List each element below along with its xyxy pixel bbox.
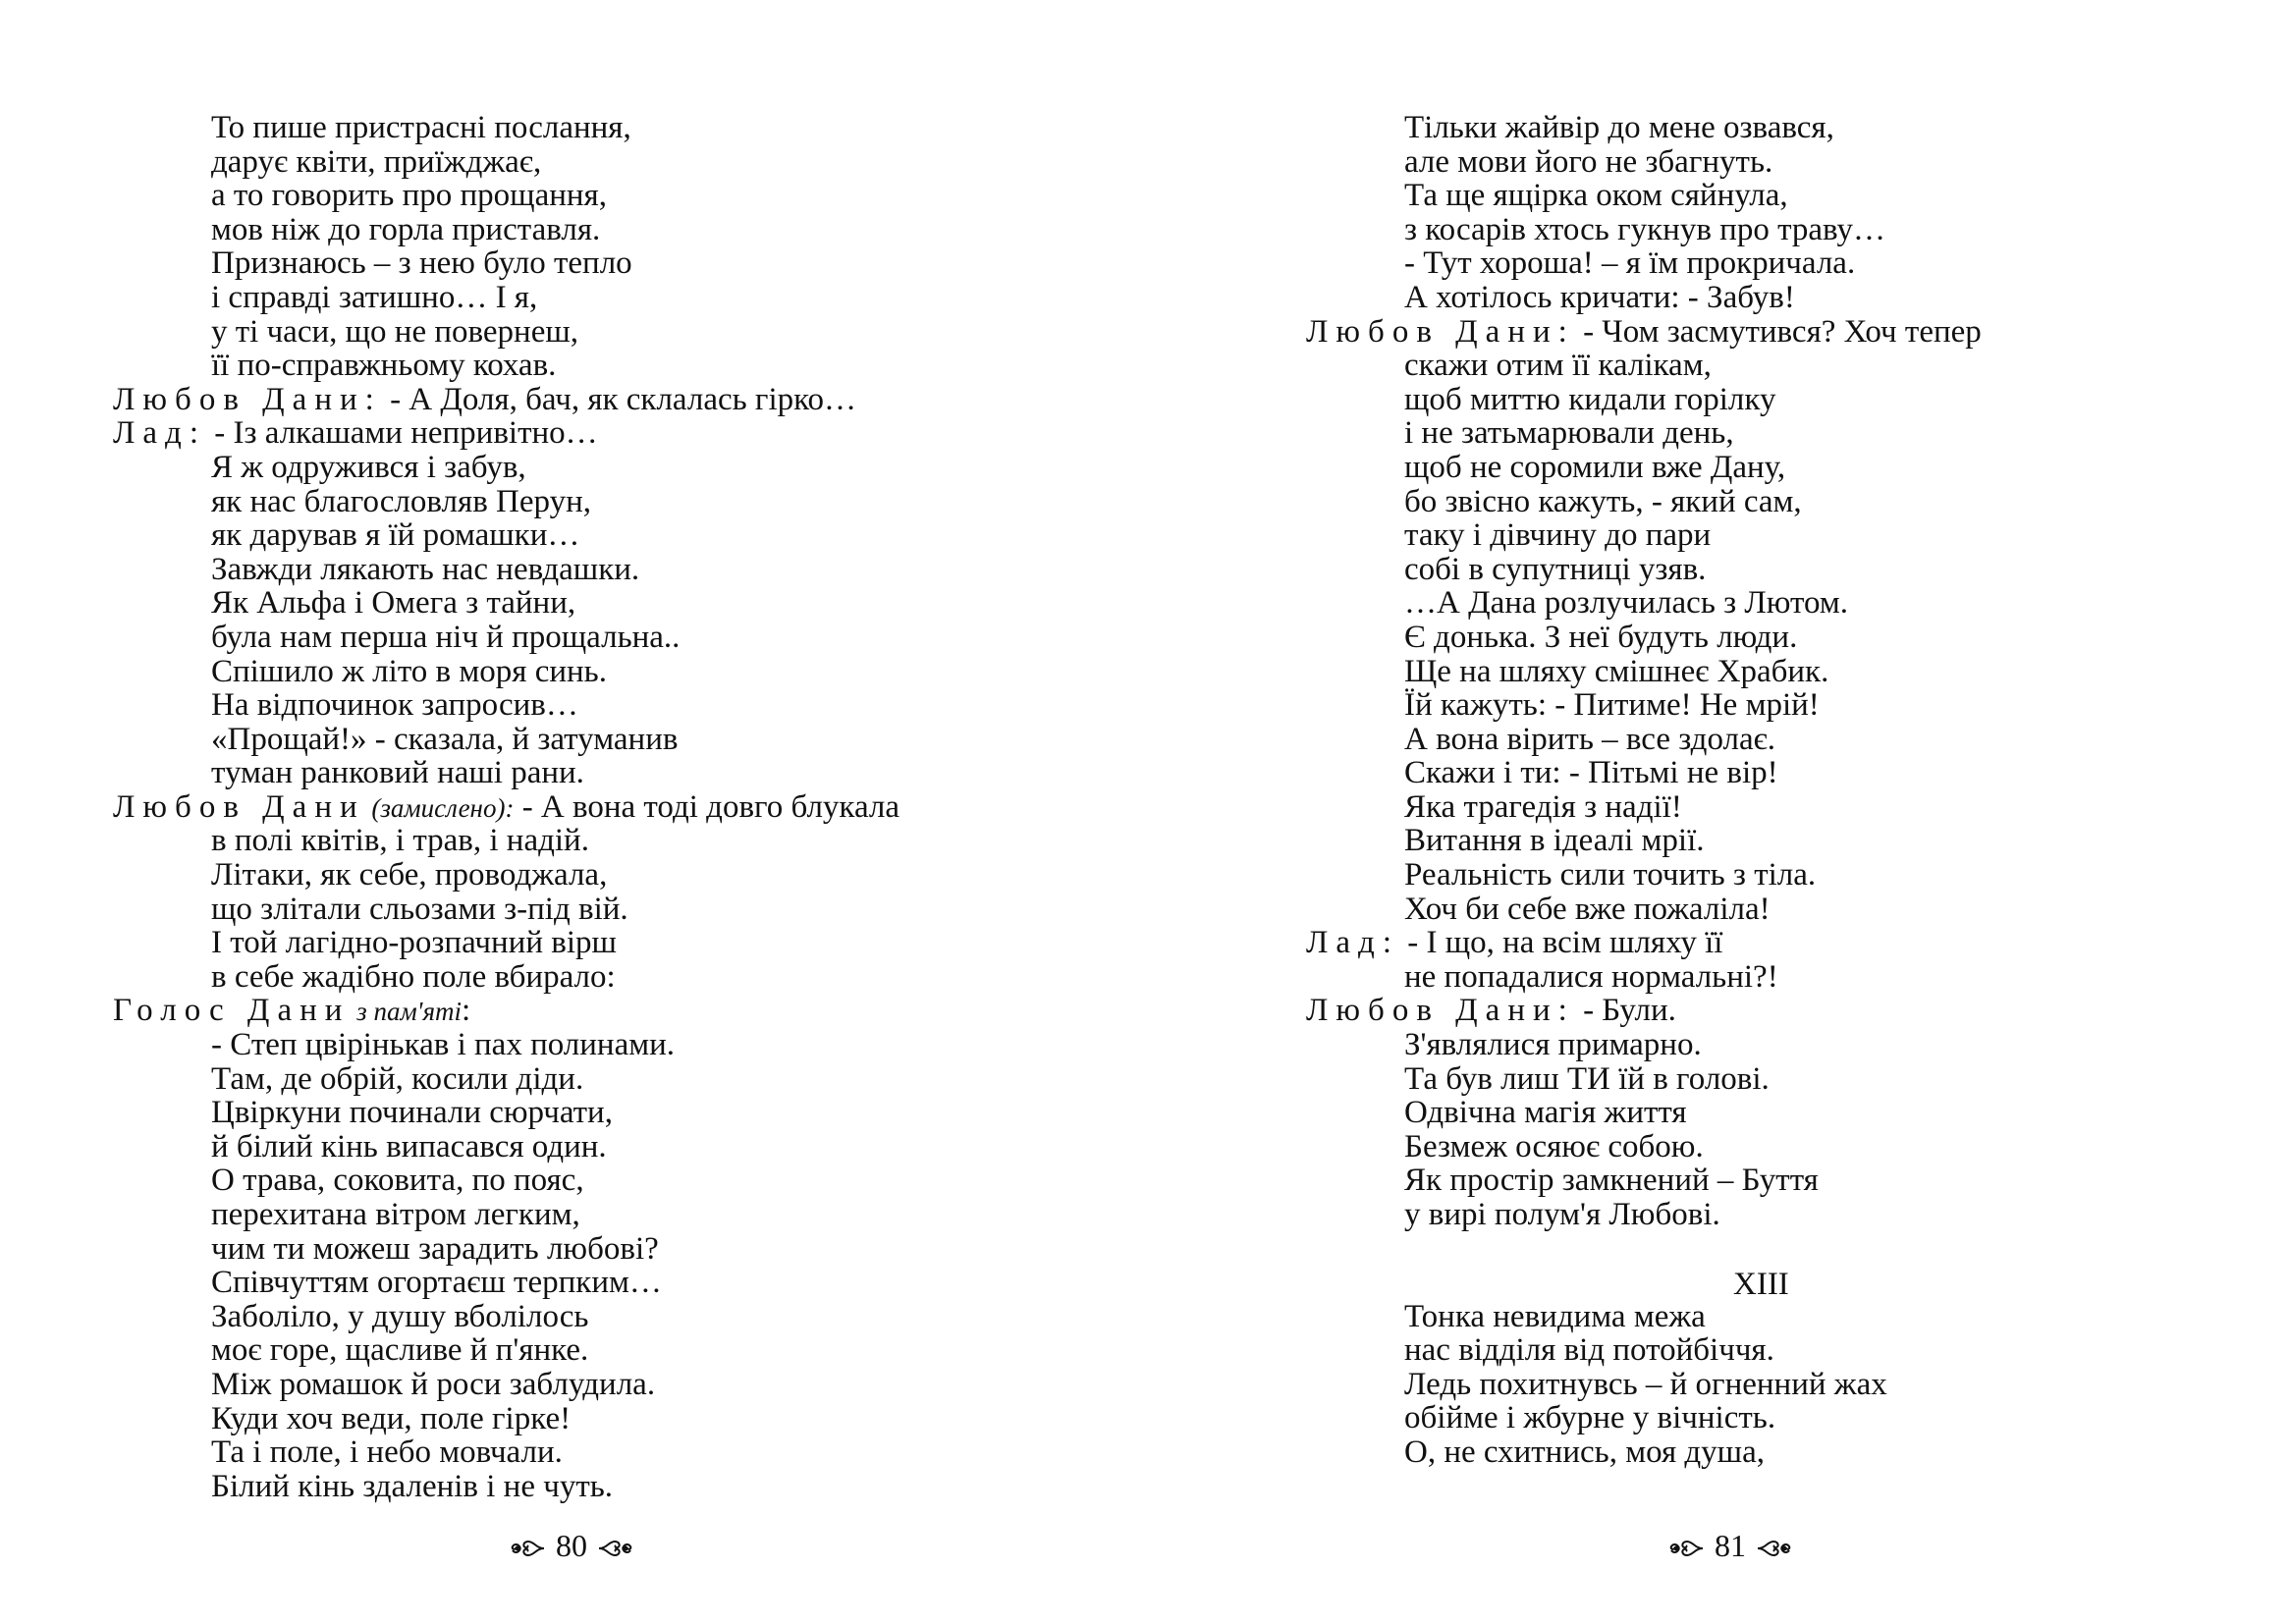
verse-line: [1306, 485, 1982, 519]
right-page: [1144, 0, 2289, 1624]
verse-line: [1306, 383, 1982, 417]
verse-text: як нас благословляв Перун,: [211, 483, 591, 519]
speaker-name: Лад:: [1306, 925, 1399, 961]
verse-line: [1306, 349, 1982, 383]
verse-line: [113, 1198, 899, 1232]
verse-line: [113, 485, 899, 519]
verse-line: [113, 1130, 899, 1164]
verse-line: [113, 723, 899, 757]
verse-text: Літаки, як себе, проводжала,: [211, 857, 608, 893]
left-page-footer: [509, 1528, 634, 1563]
verse-line: [1306, 451, 1982, 485]
verse-line: [1306, 688, 1982, 723]
verse-line: [1306, 1333, 1982, 1368]
speaker-line: [113, 790, 899, 825]
verse-text: в полі квітів, і трав, і надій.: [211, 823, 589, 859]
verse-text: Там, де обрій, косили діди.: [211, 1060, 584, 1097]
verse-line: [1306, 145, 1982, 180]
speech-text: - А Доля, бач, як склалась гірко…: [381, 381, 856, 417]
verse-text: То пише пристрасні послання,: [211, 110, 631, 145]
verse-line: [113, 553, 899, 587]
verse-text: моє горе, щасливе й п'янке.: [211, 1332, 589, 1369]
right-page-text: [1306, 111, 1982, 1470]
verse-text: і справді затишно… І я,: [211, 279, 538, 315]
verse-line: [1306, 213, 1982, 247]
left-page-text: [113, 111, 899, 1503]
verse-text: дарує квіти, приїжджає,: [211, 143, 542, 180]
verse-text: На відпочинок запросив…: [211, 687, 578, 724]
verse-line: [1306, 621, 1982, 655]
verse-line: [113, 246, 899, 281]
verse-line: [113, 926, 899, 960]
verse-text: що злітали сльозами з-під вій.: [211, 891, 628, 927]
verse-line: [1306, 1401, 1982, 1435]
verse-text: а то говорить про прощання,: [211, 178, 607, 214]
verse-line: [1306, 960, 1982, 995]
left-page: [0, 0, 1144, 1624]
verse-line: [1306, 281, 1982, 315]
verse-text: - Степ цвірінькав і пах полинами.: [211, 1027, 676, 1063]
verse-line: [1306, 1130, 1982, 1164]
verse-text: Ще на шляху смішнеє Храбик.: [1404, 653, 1829, 689]
verse-text: «Прощай!» - сказала, й затуманив: [211, 721, 679, 757]
verse-text: і не затьмарювали день,: [1404, 415, 1734, 452]
verse-text: мов ніж до горла приставля.: [211, 211, 601, 247]
speaker-line: [1306, 994, 1982, 1028]
verse-line: [1306, 1300, 1982, 1334]
speaker-name: Голос Дани: [113, 993, 351, 1029]
verse-line: [113, 451, 899, 485]
verse-text: але мови його не збагнуть.: [1404, 143, 1773, 180]
verse-line: [113, 518, 899, 553]
verse-text: Ледь похитнувсь – й огненний жах: [1404, 1366, 1887, 1402]
verse-line: [113, 281, 899, 315]
verse-line: [113, 1062, 899, 1097]
speaker-name: Любов Дани:: [1306, 313, 1575, 350]
verse-text: …А Дана розлучилась з Лютом.: [1404, 585, 1848, 622]
verse-text: Співчуттям огортаєш терпким…: [211, 1265, 662, 1301]
verse-text: чим ти можеш зарадить любові?: [211, 1230, 659, 1267]
verse-line: [1306, 553, 1982, 587]
verse-line: [113, 315, 899, 350]
verse-text: Є донька. З неї будуть люди.: [1404, 619, 1798, 655]
verse-line: [1306, 246, 1982, 281]
speaker-line: [113, 994, 899, 1028]
flourish-left-icon: [509, 1533, 546, 1558]
verse-text: й білий кінь випасався один.: [211, 1128, 607, 1164]
verse-text: перехитана вітром легким,: [211, 1197, 580, 1232]
verse-line: [1306, 179, 1982, 213]
verse-text: бо звісно кажуть, - який сам,: [1404, 483, 1802, 519]
verse-line: [113, 349, 899, 383]
verse-text: Спішило ж літо в моря синь.: [211, 653, 607, 689]
verse-line: [1306, 586, 1982, 621]
right-page-footer: [1667, 1528, 1793, 1563]
verse-text: собі в супутниці узяв.: [1404, 551, 1707, 587]
verse-line: [113, 1232, 899, 1267]
verse-text: таку і дівчину до пари: [1404, 517, 1712, 554]
verse-text: Безмеж осяює собою.: [1404, 1128, 1704, 1164]
page-number: 81: [1715, 1527, 1746, 1563]
verse-line: [1306, 1164, 1982, 1198]
verse-line: [1306, 518, 1982, 553]
verse-text: Признаюсь – з нею було тепло: [211, 245, 632, 282]
verse-line: [113, 655, 899, 689]
speaker-line: [1306, 315, 1982, 350]
verse-text: А хотілось кричати: - Забув!: [1404, 279, 1795, 315]
speaker-line: [113, 416, 899, 451]
verse-line: [1306, 858, 1982, 893]
verse-text: А вона вірить – все здолає.: [1404, 721, 1776, 757]
speech-text: - А вона тоді довго блукала: [514, 788, 900, 825]
verse-line: [113, 1368, 899, 1402]
verse-line: [113, 1435, 899, 1470]
verse-text: О трава, соковита, по пояс,: [211, 1163, 584, 1199]
speaker-name: Любов Дани:: [1306, 993, 1575, 1029]
verse-text: нас відділя від потойбіччя.: [1404, 1332, 1774, 1369]
verse-line: [1306, 1435, 1982, 1470]
verse-text: Білий кінь здаленів і не чуть.: [211, 1468, 614, 1504]
verse-text: Та і поле, і небо мовчали.: [211, 1435, 563, 1471]
verse-text: в себе жадібно поле вбирало:: [211, 958, 616, 995]
speaker-line: [113, 383, 899, 417]
verse-text: Між ромашок й роси заблудила.: [211, 1366, 656, 1402]
verse-text: не попадалися нормальні?!: [1404, 958, 1778, 995]
speaker-name: Лад:: [113, 415, 206, 452]
verse-line: [113, 960, 899, 995]
verse-text: Як Альфа і Омега з тайни,: [211, 585, 576, 622]
speech-text: - Чом засмутився? Хоч тепер: [1574, 313, 1982, 350]
verse-line: [1306, 756, 1982, 790]
flourish-left-icon: [1667, 1533, 1705, 1558]
verse-line: [1306, 111, 1982, 145]
verse-text: Куди хоч веди, поле гірке!: [211, 1400, 572, 1436]
verse-text: щоб не соромили вже Дану,: [1404, 449, 1786, 485]
verse-line: [1306, 1198, 1982, 1232]
speech-text: - Були.: [1574, 993, 1676, 1029]
section-spacer: [1306, 1232, 1982, 1300]
speech-text: - Із алкашами непривітно…: [206, 415, 598, 452]
verse-line: [113, 213, 899, 247]
verse-text: у вирі полум'я Любові.: [1404, 1197, 1720, 1232]
section-heading: XIII: [1733, 1267, 1789, 1302]
verse-text: Тонка невидима межа: [1404, 1298, 1706, 1334]
verse-line: [1306, 893, 1982, 927]
verse-text: туман ранковий наші рани.: [211, 755, 584, 791]
verse-line: [1306, 1062, 1982, 1097]
verse-text: її по-справжньому кохав.: [211, 348, 557, 384]
flourish-right-icon: [597, 1533, 634, 1558]
verse-line: [113, 1300, 899, 1334]
verse-text: З'являлися примарно.: [1404, 1027, 1702, 1063]
speaker-name: Любов Дани: [113, 788, 365, 825]
speech-text: - І що, на всім шляху її: [1399, 925, 1723, 961]
verse-text: Скажи і ти: - Пітьмі не вір!: [1404, 755, 1778, 791]
verse-text: Та ще ящірка оком сяйнула,: [1404, 178, 1788, 214]
verse-text: скажи отим її калікам,: [1404, 348, 1712, 384]
stage-direction: (замислено):: [364, 792, 515, 823]
page-number: 80: [556, 1527, 587, 1563]
verse-text: Заболіло, у душу вболілось: [211, 1298, 589, 1334]
verse-line: [113, 1028, 899, 1062]
verse-text: О, не схитнись, моя душа,: [1404, 1434, 1765, 1470]
verse-text: Їй кажуть: - Питиме! Не мрій!: [1404, 687, 1820, 724]
verse-line: [1306, 723, 1982, 757]
verse-text: Витання в ідеалі мрії.: [1404, 823, 1705, 859]
verse-line: [1306, 790, 1982, 825]
verse-text: Яка трагедія з надії!: [1404, 788, 1682, 825]
verse-line: [1306, 655, 1982, 689]
verse-line: [113, 111, 899, 145]
verse-text: Я ж одружився і забув,: [211, 449, 526, 485]
verse-text: І той лагідно-розпачний вірш: [211, 925, 617, 961]
verse-line: [113, 1096, 899, 1130]
verse-line: [113, 858, 899, 893]
verse-text: була нам перша ніч й прощальна..: [211, 619, 681, 655]
verse-text: Реальність сили точить з тіла.: [1404, 857, 1817, 893]
verse-line: [113, 621, 899, 655]
speaker-name: Любов Дани:: [113, 381, 382, 417]
verse-line: [113, 688, 899, 723]
verse-text: - Тут хороша! – я їм прокричала.: [1404, 245, 1856, 282]
verse-text: у ті часи, що не повернеш,: [211, 313, 579, 350]
verse-text: щоб миттю кидали горілку: [1404, 381, 1776, 417]
stage-direction: з пам'яті: [350, 997, 463, 1027]
verse-line: [1306, 1028, 1982, 1062]
verse-line: [113, 824, 899, 858]
verse-line: [1306, 824, 1982, 858]
speech-text: :: [462, 993, 471, 1029]
verse-line: [1306, 1096, 1982, 1130]
verse-text: Тільки жайвір до мене озвався,: [1404, 110, 1834, 145]
verse-line: [113, 893, 899, 927]
verse-line: [113, 1333, 899, 1368]
verse-line: [1306, 1368, 1982, 1402]
verse-line: [113, 1402, 899, 1436]
verse-line: [113, 145, 899, 180]
verse-text: Та був лиш ТИ їй в голові.: [1404, 1060, 1770, 1097]
verse-text: Цвіркуни починали сюрчати,: [211, 1095, 613, 1131]
verse-line: [113, 1470, 899, 1504]
verse-text: Як простір замкнений – Буття: [1404, 1163, 1819, 1199]
verse-text: Завжди лякають нас невдашки.: [211, 551, 640, 587]
verse-text: як дарував я їй ромашки…: [211, 517, 580, 554]
verse-text: Одвічна магія життя: [1404, 1095, 1687, 1131]
verse-line: [1306, 416, 1982, 451]
verse-line: [113, 1266, 899, 1300]
verse-text: з косарів хтось гукнув про траву…: [1404, 211, 1885, 247]
verse-line: [113, 1164, 899, 1198]
verse-text: Хоч би себе вже пожаліла!: [1404, 891, 1771, 927]
verse-text: обійме і жбурне у вічність.: [1404, 1400, 1776, 1436]
verse-line: [113, 756, 899, 790]
speaker-line: [1306, 926, 1982, 960]
verse-line: [113, 586, 899, 621]
flourish-right-icon: [1756, 1533, 1793, 1558]
verse-line: [113, 179, 899, 213]
